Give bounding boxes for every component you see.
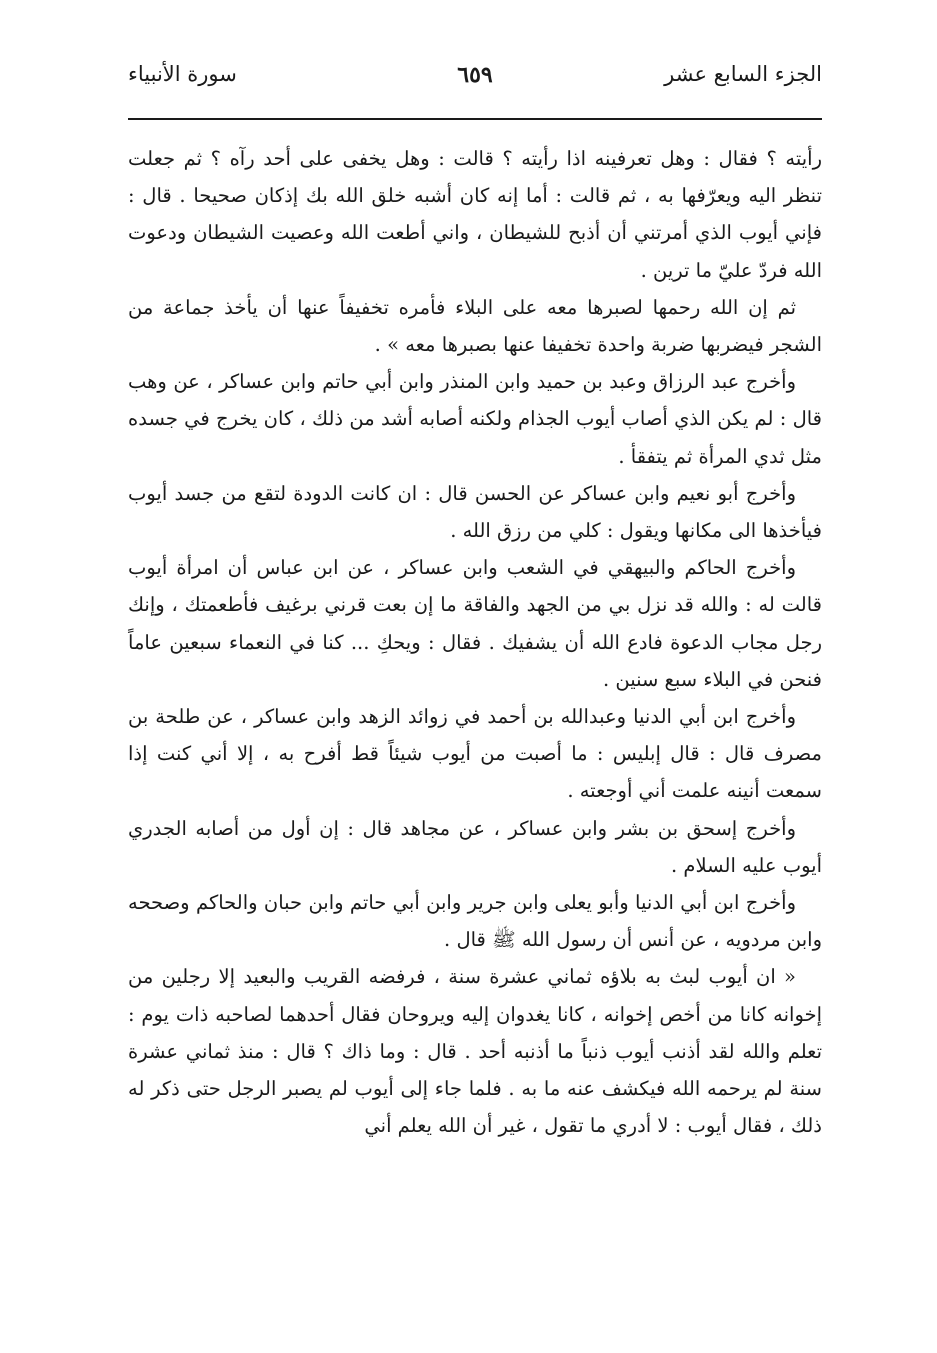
paragraph: وأخرج عبد الرزاق وعبد بن حميد وابن المنذر وابن أبي حاتم وابن عساكر ، عن وهب قال : لم يكن الذي أصاب أيوب الجذام ولكنه أصابه أشد من ذلك ، كان يخرج في جسده مثل ثدي المرأة ثم يتفقأ . bbox=[128, 370, 822, 468]
body-text bbox=[128, 140, 822, 1144]
page-number: ٦٥٩ bbox=[457, 62, 493, 88]
paragraph: وأخرج إسحق بن بشر وابن عساكر ، عن مجاهد قال : إن أول من أصابه الجدري أيوب عليه السلام . bbox=[128, 816, 822, 877]
paragraph: وأخرج ابن أبي الدنيا وعبدالله بن أحمد في زوائد الزهد وابن عساكر ، عن طلحة بن مصرف قال : قال إبليس : ما أصبت من أيوب شيئاً قط أفرح به ، إلا أني كنت إذا سمعت أنينه علمت أني أوجعته . bbox=[128, 705, 822, 803]
paragraph: وأخرج أبو نعيم وابن عساكر عن الحسن قال : ان كانت الدودة لتقع من جسد أيوب فيأخذها الى مكانها ويقول : كلي من رزق الله . bbox=[128, 481, 822, 543]
surah-title: سورة الأنبياء bbox=[128, 62, 237, 86]
header-rule bbox=[128, 118, 822, 120]
paragraph: ثم إن الله رحمها لصبرها معه على البلاء فأمره تخفيفاً عنها أن يأخذ جماعة من الشجر فيضربها ضربة واحدة تخفيفا عنها بصبرها معه » . bbox=[128, 295, 822, 357]
paragraph: وأخرج ابن أبي الدنيا وأبو يعلى وابن جرير وابن أبي حاتم وابن حبان والحاكم وصححه وابن مردويه ، عن أنس أن رسول الله ﷺ قال . bbox=[128, 891, 822, 952]
part-title: الجزء السابع عشر bbox=[664, 62, 822, 86]
paragraph: « ان أيوب لبث به بلاؤه ثماني عشرة سنة ، فرفضه القريب والبعيد إلا رجلين من إخوانه كانا من أخص إخوانه ، كانا يغدوان إليه ويروحان فقال أحدهما لصاحبه ذات يوم : تعلم والله لقد أذنب أيوب ذنباً ما أذنبه أحد . قال : وما ذاك ؟ قال : منذ ثماني عشرة سنة لم يرحمه الله فيكشف عنه ما به . فلما جاء إلى أيوب لم يصبر الرجل حتى ذكر له ذلك ، فقال أيوب : لا أدري ما تقول ، غير أن الله يعلم أني bbox=[128, 965, 822, 1138]
paragraph: وأخرج الحاكم والبيهقي في الشعب وابن عساكر ، عن ابن عباس أن امرأة أيوب قالت له : والله قد نزل بي من الجهد والفاقة ما إن بعت قرني برغيف فأطعمتك ، وإنك رجل مجاب الدعوة فادع الله أن يشفيك . فقال : ويحكِ ... كنا في النعماء سبعين عاماً فنحن في البلاء سبع سنين . bbox=[128, 556, 822, 691]
paragraph: رأيته ؟ فقال : وهل تعرفينه اذا رأيته ؟ قالت : وهل يخفى على أحد رآه ؟ ثم جعلت تنظر اليه ويعرّفها به ، ثم قالت : أما إنه كان أشبه خلق الله بك إذكان صحيحا . قال : فإني أيوب الذي أمرتني أن أذبح للشيطان ، واني أطعت الله وعصيت الشيطان ودعوت الله فردّ عليّ ما ترين . bbox=[128, 147, 822, 282]
running-header bbox=[128, 62, 822, 102]
